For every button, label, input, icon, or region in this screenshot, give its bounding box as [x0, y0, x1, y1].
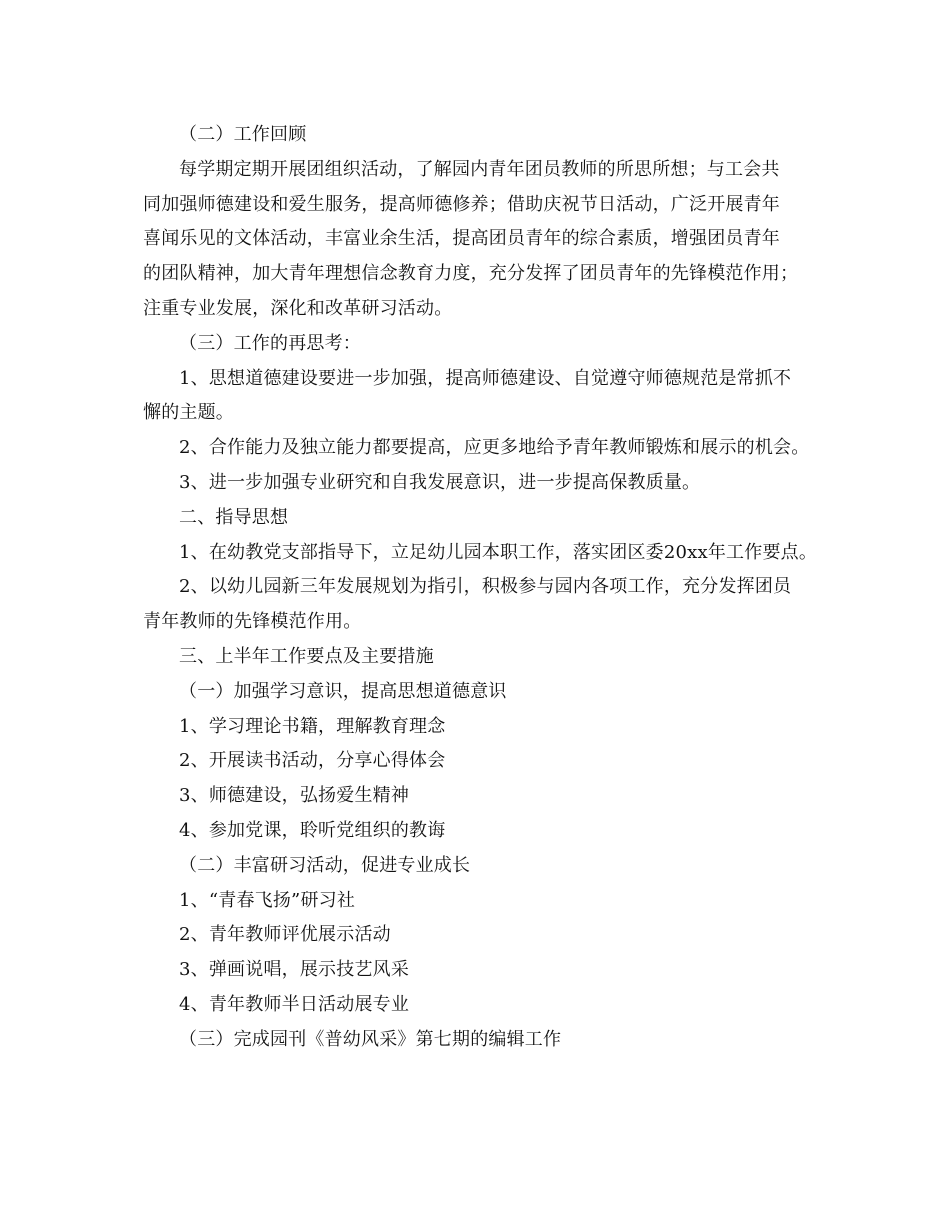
list-item: 1、“青春飞扬”研习社 [179, 889, 356, 911]
section-heading-rethinking: （三）工作的再思考： [179, 332, 361, 354]
list-item: 2、开展读书活动，分享心得体会 [179, 750, 446, 772]
section-heading-work-review: （二）工作回顾 [179, 124, 307, 145]
paragraph-line: 的团队精神，加大青年理想信念教育力度，充分发挥了团员青年的先锋模范作用； [143, 263, 799, 285]
subsection-heading: （三）完成园刊《普幼风采》第七期的编辑工作 [179, 1028, 562, 1050]
list-item: 3、弹画说唱，展示技艺风采 [179, 959, 410, 981]
paragraph-line: 注重专业发展，深化和改革研习活动。 [143, 297, 453, 319]
list-item: 3、师德建设，弘扬爱生精神 [179, 785, 410, 807]
section-heading-guiding-ideology: 二、指导思想 [179, 506, 289, 528]
document-body [143, 118, 818, 1058]
list-item: 2、以幼儿园新三年发展规划为指引，积极参与园内各项工作，充分发挥团员 [179, 576, 792, 598]
list-item: 1、思想道德建设要进一步加强，提高师德建设、自觉遵守师德规范是常抓不 [179, 367, 792, 389]
list-item: 2、青年教师评优展示活动 [179, 924, 391, 946]
paragraph-line: 每学期定期开展团组织活动，了解园内青年团员教师的所思所想；与工会共 [179, 158, 780, 180]
subsection-heading: （一）加强学习意识，提高思想道德意识 [179, 680, 507, 702]
list-item: 2、合作能力及独立能力都要提高，应更多地给予青年教师锻炼和展示的机会。 [179, 437, 810, 459]
list-item: 3、进一步加强专业研究和自我发展意识，进一步提高保教质量。 [179, 471, 701, 493]
list-item: 1、在幼教党支部指导下，立足幼儿园本职工作，落实团区委20xx年工作要点。 [179, 541, 818, 563]
list-item-continuation: 懈的主题。 [143, 402, 234, 424]
section-heading-first-half-plan: 三、上半年工作要点及主要措施 [179, 645, 434, 667]
list-item: 1、学习理论书籍，理解教育理念 [179, 715, 446, 737]
list-item-continuation: 青年教师的先锋模范作用。 [143, 611, 362, 633]
paragraph-line: 喜闻乐见的文体活动，丰富业余生活，提高团员青年的综合素质，增强团员青年 [143, 228, 780, 250]
list-item: 4、青年教师半日活动展专业 [179, 993, 410, 1015]
list-item: 4、参加党课，聆听党组织的教诲 [179, 819, 446, 841]
subsection-heading: （二）丰富研习活动，促进专业成长 [179, 854, 471, 876]
paragraph-line: 同加强师德建设和爱生服务，提高师德修养；借助庆祝节日活动，广泛开展青年 [143, 193, 780, 215]
